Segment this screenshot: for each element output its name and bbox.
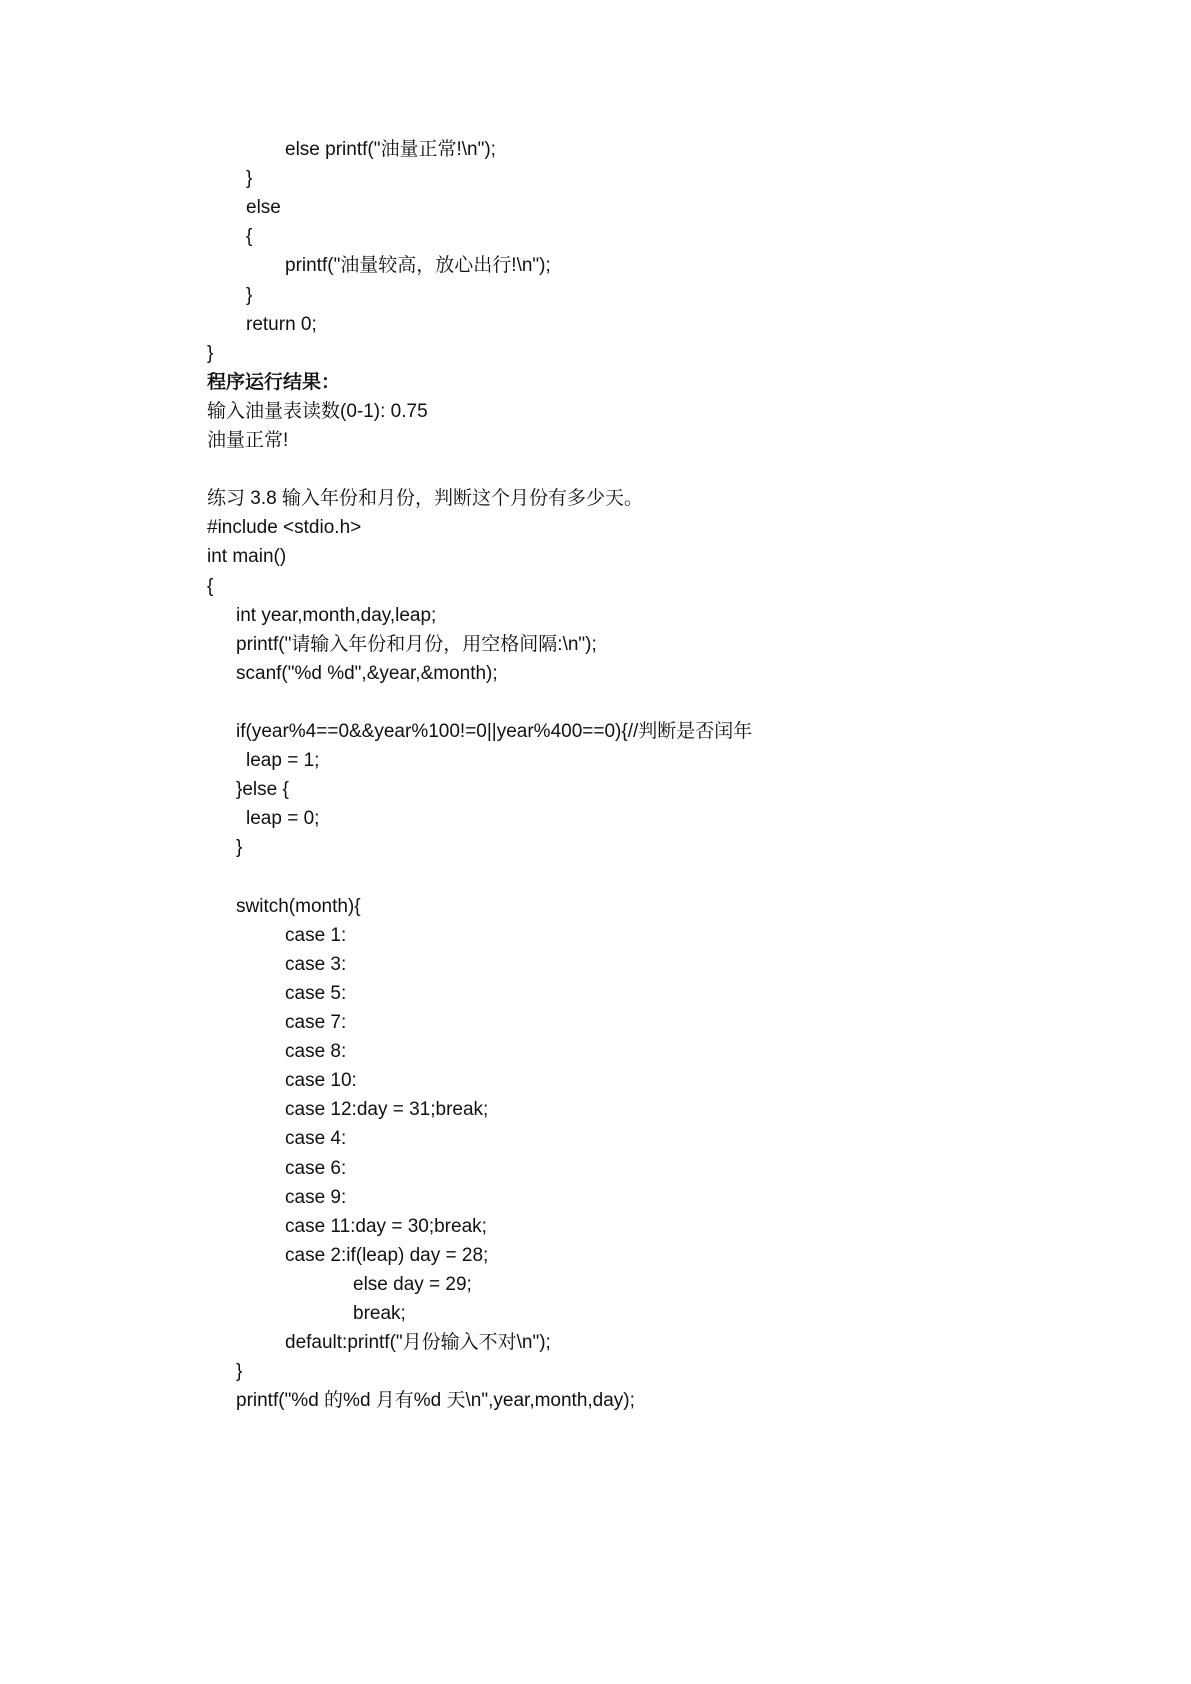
text-line: else bbox=[246, 197, 281, 218]
text-line: case 2:if(leap) day = 28; bbox=[285, 1245, 489, 1266]
text-line: } bbox=[246, 168, 253, 189]
text-line: { bbox=[246, 226, 253, 247]
text-line: else printf("油量正常!\n"); bbox=[285, 139, 496, 160]
text-line: leap = 0; bbox=[246, 808, 320, 829]
text-line: } bbox=[236, 1361, 243, 1382]
text-line: printf("%d 的%d 月有%d 天\n",year,month,day); bbox=[236, 1390, 635, 1411]
text-line: scanf("%d %d",&year,&month); bbox=[236, 663, 498, 684]
text-line: } bbox=[236, 837, 243, 858]
text-line: switch(month){ bbox=[236, 896, 361, 917]
text-line: leap = 1; bbox=[246, 750, 320, 771]
text-line: case 3: bbox=[285, 954, 347, 975]
text-line: if(year%4==0&&year%100!=0||year%400==0){//判断是否闰年 bbox=[236, 721, 753, 742]
text-line: case 7: bbox=[285, 1012, 347, 1033]
text-line: int year,month,day,leap; bbox=[236, 605, 437, 626]
text-line: else day = 29; bbox=[353, 1274, 472, 1295]
text-line: case 4: bbox=[285, 1128, 347, 1149]
text-line: int main() bbox=[207, 546, 287, 567]
text-line: 输入油量表读数(0-1): 0.75 bbox=[207, 401, 428, 422]
text-line: } bbox=[246, 285, 253, 306]
text-line: 练习 3.8 输入年份和月份，判断这个月份有多少天。 bbox=[207, 488, 643, 509]
text-line: return 0; bbox=[246, 314, 317, 335]
text-line: #include <stdio.h> bbox=[207, 517, 362, 538]
text-line: printf("请输入年份和月份，用空格间隔:\n"); bbox=[236, 634, 597, 655]
text-line: } bbox=[207, 343, 214, 364]
text-line: 程序运行结果： bbox=[207, 372, 341, 393]
text-line: case 1: bbox=[285, 925, 347, 946]
text-line: { bbox=[207, 576, 214, 597]
text-line: case 10: bbox=[285, 1070, 357, 1091]
text-line: printf("油量较高，放心出行!\n"); bbox=[285, 255, 551, 276]
text-line: case 11:day = 30;break; bbox=[285, 1216, 487, 1237]
text-line: break; bbox=[353, 1303, 406, 1324]
text-line: case 12:day = 31;break; bbox=[285, 1099, 489, 1120]
text-line: case 8: bbox=[285, 1041, 347, 1062]
text-line: default:printf("月份输入不对\n"); bbox=[285, 1332, 551, 1353]
text-line: 油量正常! bbox=[207, 430, 289, 451]
text-line: case 9: bbox=[285, 1187, 347, 1208]
text-line: }else { bbox=[236, 779, 289, 800]
text-line: case 6: bbox=[285, 1158, 347, 1179]
text-line: case 5: bbox=[285, 983, 347, 1004]
